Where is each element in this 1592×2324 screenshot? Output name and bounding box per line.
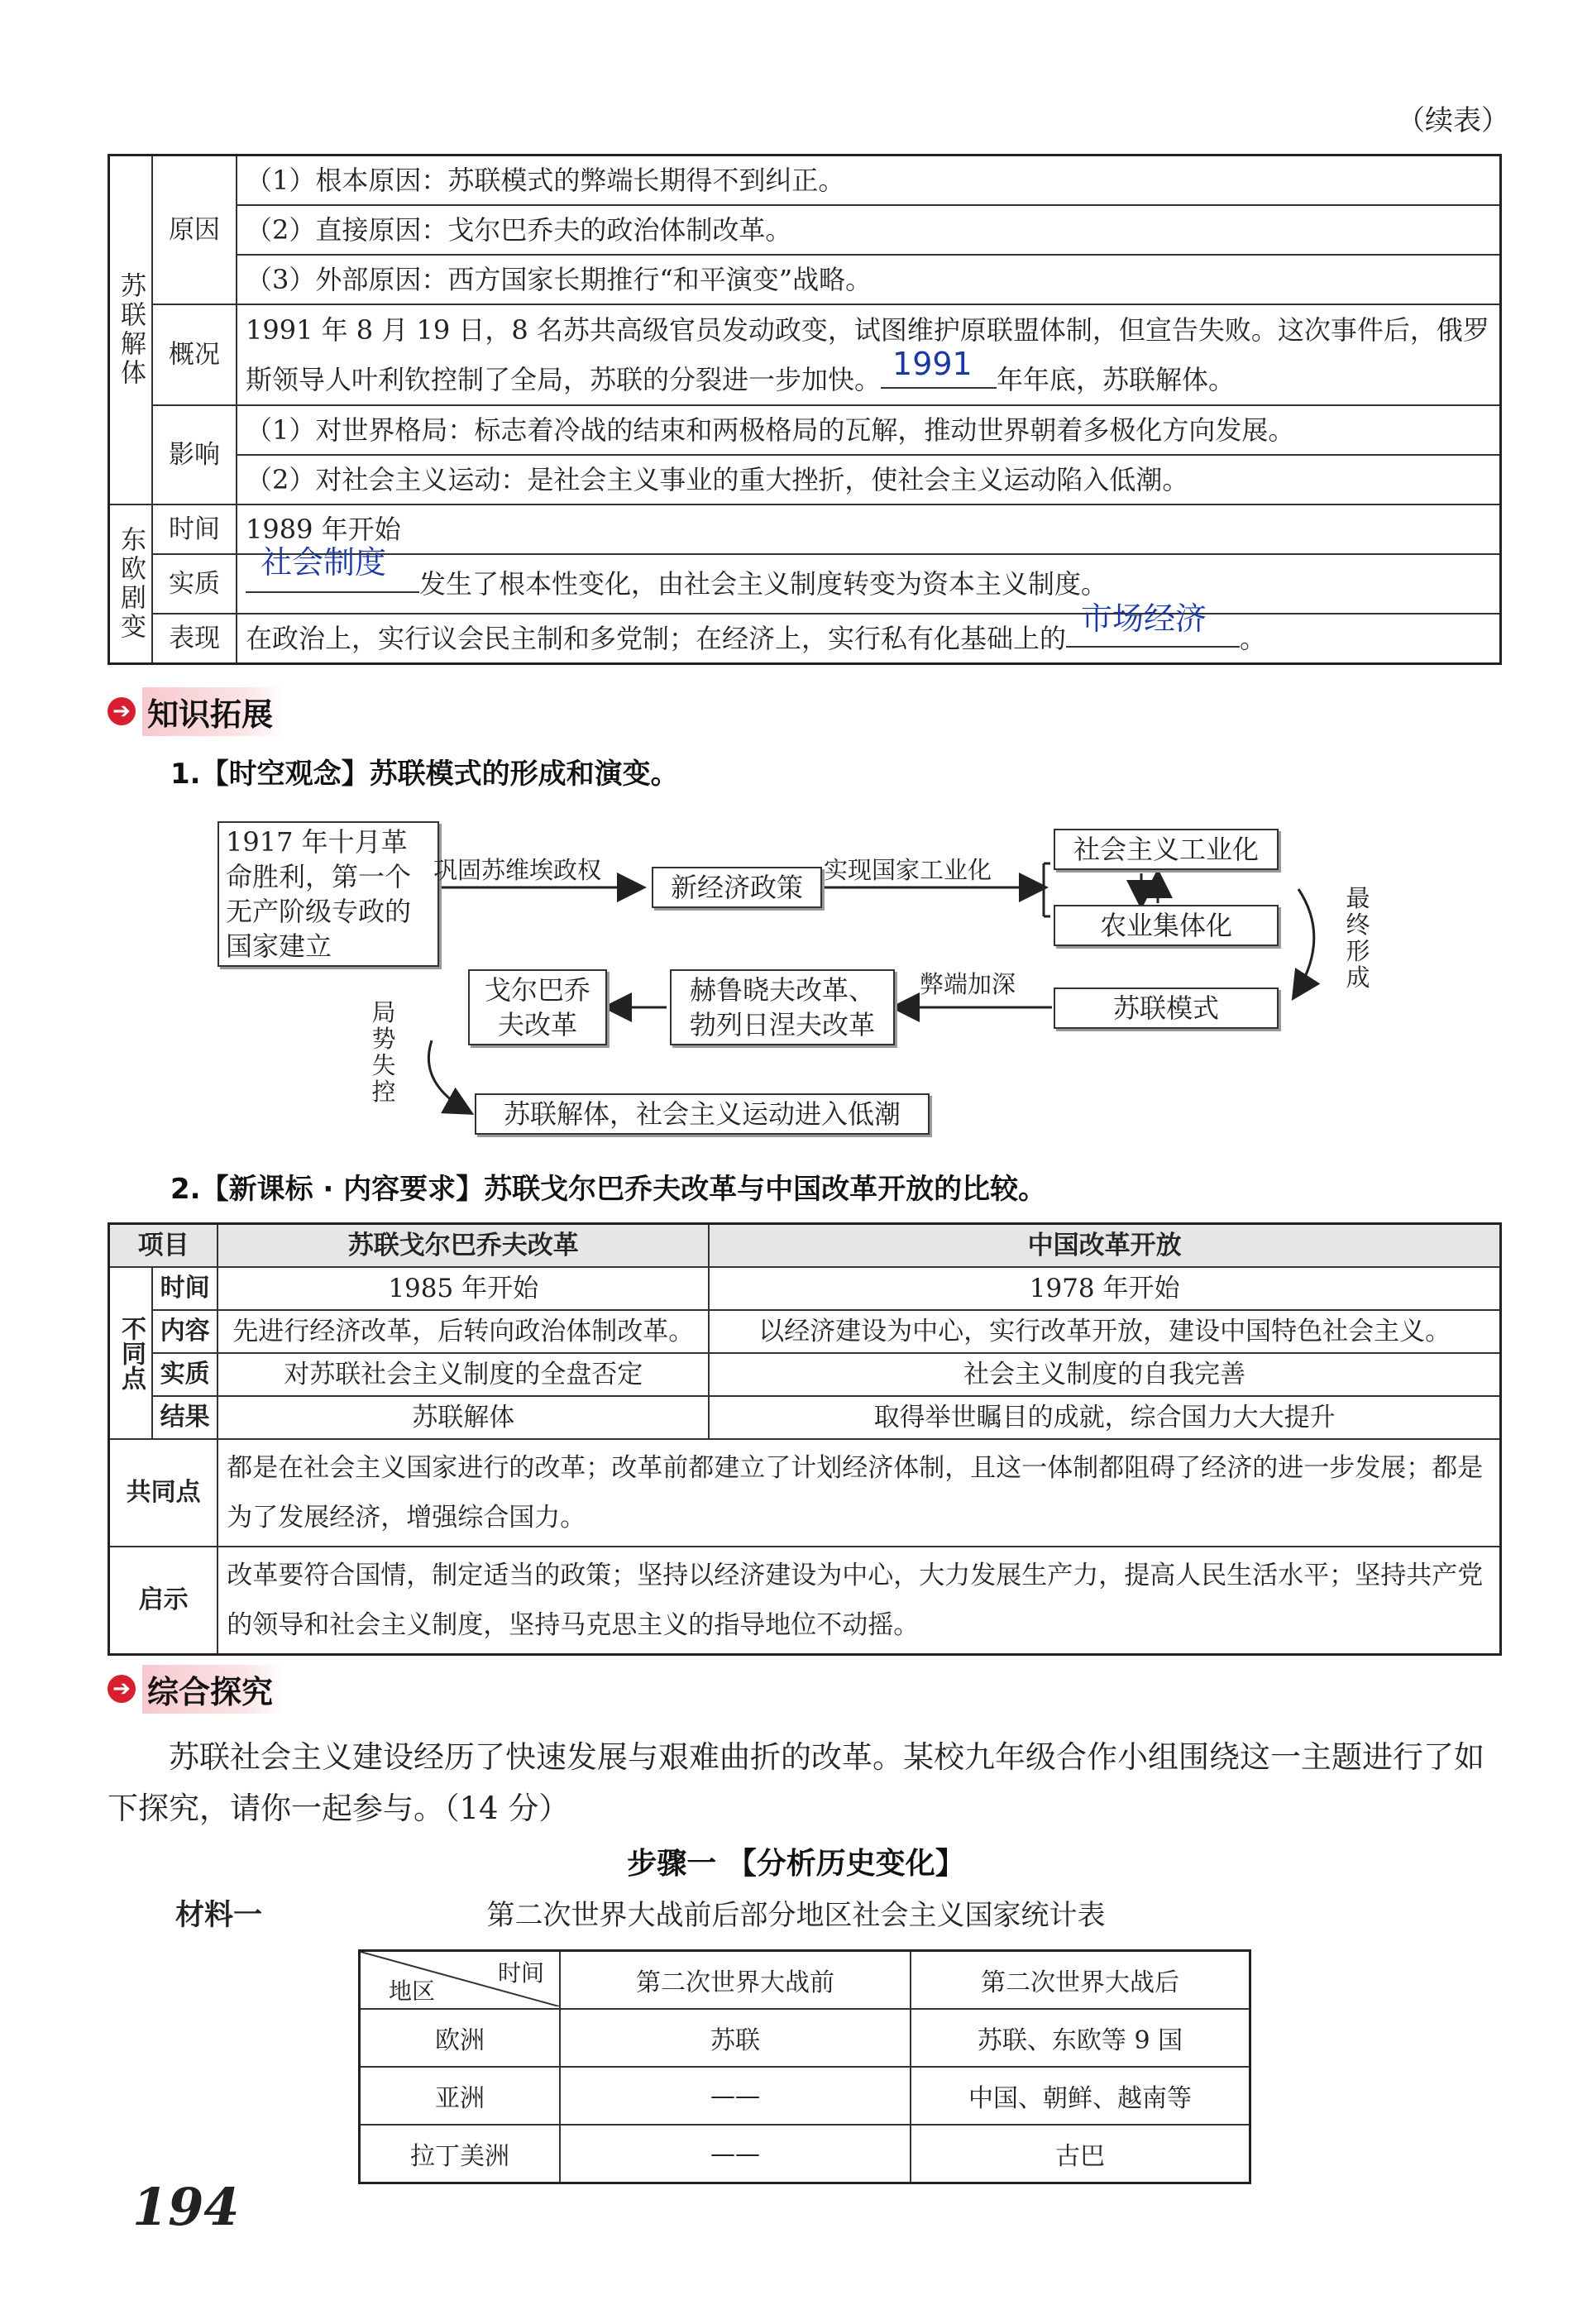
row-result-a: 苏联解体 xyxy=(218,1396,709,1439)
item1-title: 1.【时空观念】苏联模式的形成和演变。 xyxy=(170,758,679,791)
manifest-blank: 市场经济 xyxy=(1066,614,1240,648)
intro-paragraph: 苏联社会主义建设经历了快速发展与艰难曲折的改革。某校九年级合作小组围绕这一主题进行了如下探究，请你一起参与。（14 分） xyxy=(108,1739,1484,1826)
insight-text: 改革要符合国情，制定适当的政策；坚持以经济建设为中心，大力发展生产力，提高人民生活水平；坚持共产党的领导和社会主义制度，坚持马克思主义的指导地位不动摇。 xyxy=(218,1547,1500,1655)
material-title: 第二次世界大战前后部分地区社会主义国家统计表 xyxy=(486,1899,1106,1932)
row-essence-label: 实质 xyxy=(152,1353,218,1396)
flow-khrushchev-box: 赫鲁晓夫改革、勃列日涅夫改革 xyxy=(670,969,895,1045)
flow-start-box: 1917 年十月革命胜利，第一个无产阶级专政的国家建立 xyxy=(218,821,439,967)
col-before: 第二次世界大战前 xyxy=(560,1951,911,2010)
flow-nep-box: 新经济政策 xyxy=(652,867,822,908)
arrow-right-icon: ➔ xyxy=(108,1675,136,1703)
section-inquiry-header xyxy=(108,1666,284,1712)
overview-label: 概况 xyxy=(152,304,237,405)
arrow-right-icon: ➔ xyxy=(108,697,136,725)
essence-blank: 社会制度 xyxy=(246,560,419,593)
arrow-final-formation xyxy=(1294,889,1314,997)
cause-label: 原因 xyxy=(152,155,237,305)
flow-label-worsening: 弊端加深 xyxy=(920,970,1016,998)
corner-region: 地区 xyxy=(389,1977,436,2005)
row-time-label: 时间 xyxy=(152,1267,218,1310)
page-number: 194 xyxy=(132,2177,240,2237)
latin-after: 古巴 xyxy=(911,2125,1250,2183)
group-soviet-dissolution: 苏联解体 xyxy=(109,155,153,505)
group-eastern-europe: 东欧剧变 xyxy=(109,504,153,664)
row-essence-b: 社会主义制度的自我完善 xyxy=(709,1353,1500,1396)
flow-end-box: 苏联解体，社会主义运动进入低潮 xyxy=(475,1093,930,1135)
time-text: 1989 年开始 xyxy=(237,504,1501,554)
europe-before: 苏联 xyxy=(560,2009,911,2067)
europe-after: 苏联、东欧等 9 国 xyxy=(911,2009,1250,2067)
flow-label-lose-control: 局势失控 xyxy=(371,998,396,1106)
flow-label-consolidate: 巩固苏维埃政权 xyxy=(433,856,602,884)
impact-line-2: （2）对社会主义运动：是社会主义事业的重大挫折，使社会主义运动陷入低潮。 xyxy=(237,455,1501,504)
time-label: 时间 xyxy=(152,504,237,554)
comparison-table xyxy=(108,1222,1502,1656)
corner-cell xyxy=(360,1951,561,2010)
row-content-label: 内容 xyxy=(152,1310,218,1353)
row-content-a: 先进行经济改革，后转向政治体制改革。 xyxy=(218,1310,709,1353)
corner-time: 时间 xyxy=(497,1959,544,1987)
asia-after: 中国、朝鲜、越南等 xyxy=(911,2067,1250,2125)
cause-line-1: （1）根本原因：苏联模式的弊端长期得不到纠正。 xyxy=(237,155,1501,206)
step1-title: 步骤一 【分析历史变化】 xyxy=(627,1847,965,1881)
manifest-label: 表现 xyxy=(152,614,237,664)
essence-label: 实质 xyxy=(152,554,237,614)
impact-line-1: （1）对世界格局：标志着冷战的结束和两极格局的瓦解，推动世界朝着多极化方向发展。 xyxy=(237,405,1501,455)
row-time-b: 1978 年开始 xyxy=(709,1267,1500,1310)
arrow-lose-control xyxy=(428,1040,470,1112)
row-result-label: 结果 xyxy=(152,1396,218,1439)
row-content-b: 以经济建设为中心，实行改革开放，建设中国特色社会主义。 xyxy=(709,1310,1500,1353)
cause-line-2: （2）直接原因：戈尔巴乔夫的政治体制改革。 xyxy=(237,205,1501,255)
region-latin-america: 拉丁美洲 xyxy=(360,2125,561,2183)
flow-gorbachev-box: 戈尔巴乔夫改革 xyxy=(468,969,607,1045)
flow-industrial-box: 社会主义工业化 xyxy=(1054,829,1279,870)
common-label: 共同点 xyxy=(109,1439,218,1547)
diff-label: 不同点 xyxy=(109,1267,153,1439)
item2-title: 2.【新课标 · 内容要求】苏联戈尔巴乔夫改革与中国改革开放的比较。 xyxy=(170,1173,1047,1206)
flow-label-final: 最终形成 xyxy=(1346,884,1370,992)
insight-label: 启示 xyxy=(109,1547,218,1655)
overview-blank: 1991 xyxy=(881,356,997,389)
cause-line-3: （3）外部原因：西方国家长期推行“和平演变”战略。 xyxy=(237,255,1501,304)
common-text: 都是在社会主义国家进行的改革；改革前都建立了计划经济体制，且这一体制都阻碍了经济的进一步发展；都是为了发展经济，增强综合国力。 xyxy=(218,1439,1500,1547)
flow-model-box: 苏联模式 xyxy=(1054,987,1279,1029)
col-after: 第二次世界大战后 xyxy=(911,1951,1250,2010)
section-inquiry-title: 综合探究 xyxy=(142,1665,284,1714)
row-result-b: 取得举世瞩目的成就，综合国力大大提升 xyxy=(709,1396,1500,1439)
flow-label-industrialize: 实现国家工业化 xyxy=(824,856,992,884)
asia-before: —— xyxy=(560,2067,911,2125)
header-item: 项目 xyxy=(109,1224,218,1268)
overview-text: 1991 年 8 月 19 日，8 名苏共高级官员发动政变，试图维护原联盟体制，但宣告失败。这次事件后，俄罗斯领导人叶利钦控制了全局，苏联的分裂进一步加快。 1991 年年底，苏联解体。 xyxy=(237,304,1501,405)
essence-text: 社会制度 发生了根本性变化，由社会主义制度转变为资本主义制度。 xyxy=(237,554,1501,614)
region-europe: 欧洲 xyxy=(360,2009,561,2067)
continued-label: （续表） xyxy=(1397,104,1509,137)
row-time-a: 1985 年开始 xyxy=(218,1267,709,1310)
impact-label: 影响 xyxy=(152,405,237,504)
flow-collective-box: 农业集体化 xyxy=(1054,905,1279,946)
region-asia: 亚洲 xyxy=(360,2067,561,2125)
header-china: 中国改革开放 xyxy=(709,1224,1500,1268)
latin-before: —— xyxy=(560,2125,911,2183)
header-gorbachev: 苏联戈尔巴乔夫改革 xyxy=(218,1224,709,1268)
row-essence-a: 对苏联社会主义制度的全盘否定 xyxy=(218,1353,709,1396)
section-knowledge-title: 知识拓展 xyxy=(142,687,284,736)
material-label: 材料一 xyxy=(175,1899,263,1932)
manifest-text: 在政治上，实行议会民主制和多党制；在经济上，实行私有化基础上的 市场经济 。 xyxy=(237,614,1501,664)
stat-table xyxy=(358,1949,1251,2184)
